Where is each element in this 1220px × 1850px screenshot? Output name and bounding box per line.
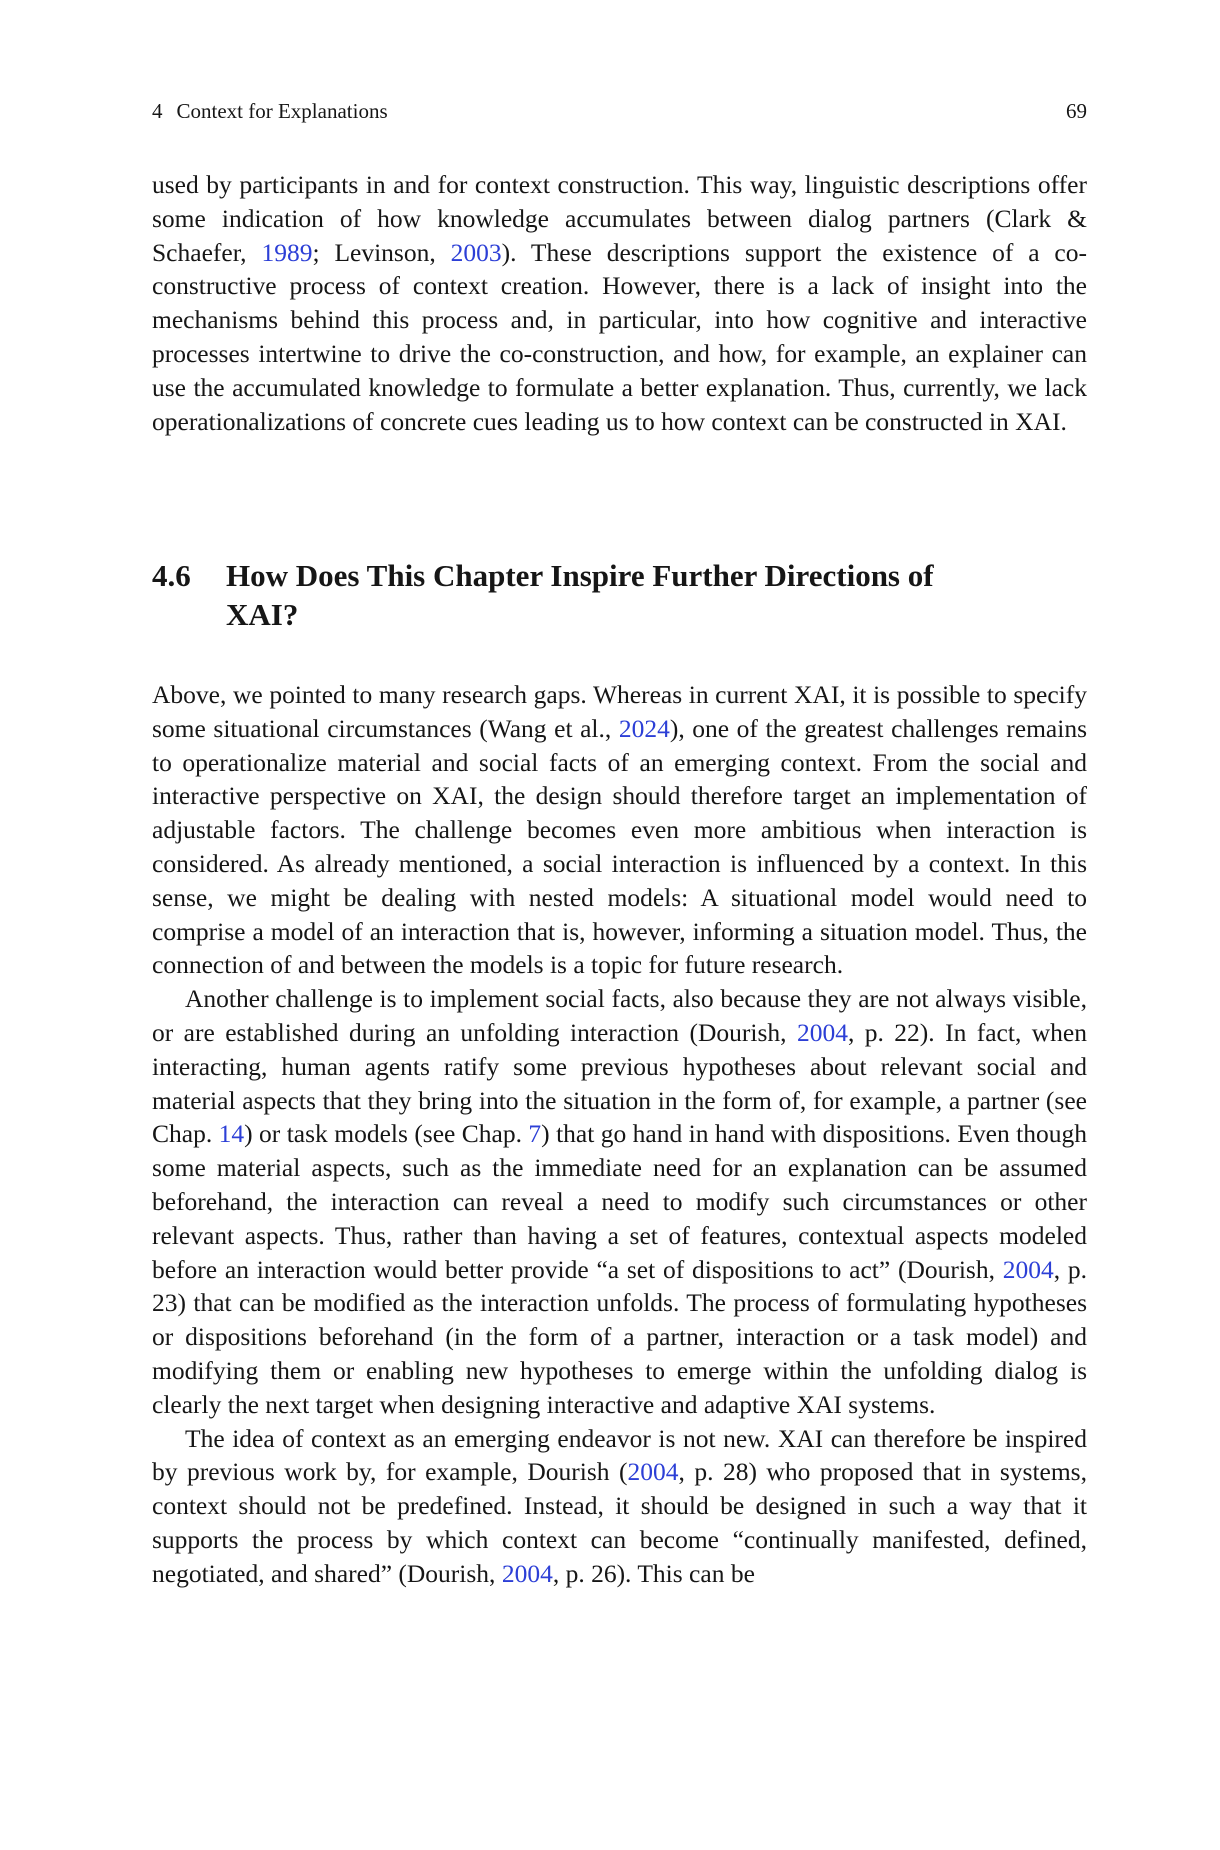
paragraph-top-block — [152, 168, 1087, 438]
citation-link[interactable]: 2024 — [618, 713, 670, 743]
text-span: ), one of the greatest challenges remains to operationalize material and social facts of an emerging context. From the social and interactive perspective on XAI, the design should therefore target an implementation of adjustable factors. The challenge becomes even more ambitious when interaction is considered. As already mentioned, a social interaction is influenced by a context. In this sense, we might be dealing with nested models: A situational model would need to comprise a model of an interaction that is, however, informing a situation model. Thus, the connection of and between the models is a topic for future research. — [152, 713, 1087, 980]
citation-link[interactable]: 2004 — [1002, 1254, 1054, 1284]
text-span: The idea of context as an emerging endeavor is not new. XAI can therefore be inspired by previous work by, for example, Dourish ( — [152, 1423, 1087, 1487]
text-span: , p. 23) that can be modified as the interaction unfolds. The process of formulating hypotheses or dispositions beforehand (in the form of a partner, interaction or a task model) and modifying them or enabling new hypotheses to emerge within the unfolding dialog is clearly the next target when designing interactive and adaptive XAI systems. — [152, 1254, 1088, 1419]
text-span: ). These descriptions support the existence of a co-constructive process of context creation. However, there is a lack of insight into the mechanisms behind this process and, in particular, into how cognitive and interactive processes intertwine to drive the co-construction, and how, for example, an explainer can use the accumulated knowledge to formulate a better explanation. Thus, currently, we lack operationalizations of concrete cues leading us to how context can be constructed in XAI. — [152, 237, 1087, 436]
text-span: ) that go hand in hand with dispositions. Even though some material aspects, such as the immediate need for an explanation can be assumed beforehand, the interaction can reveal a need to modify such circumstances or other relevant aspects. Thus, rather than having a set of features, contextual aspects modeled before an interaction would better provide “a set of dispositions to act” (Dourish, — [152, 1119, 1088, 1284]
text-span: used by participants in and for context construction. This way, linguistic descriptions offer some indication of how knowledge accumulates between dialog partners (Clark & Schaefer, — [152, 170, 1087, 267]
text-span: , p. 26). This can be — [552, 1558, 755, 1588]
body-text — [152, 678, 1087, 1591]
citation-link[interactable]: 1989 — [261, 237, 313, 267]
running-head — [152, 96, 1087, 126]
text-span: , p. 22). In fact, when interacting, human agents ratify some previous hypotheses about relevant social and material aspects that they bring into the situation in the form of, for example, a partner (see Chap. — [152, 1017, 1087, 1149]
section-heading-block — [152, 556, 1087, 634]
citation-link[interactable]: 2004 — [796, 1017, 848, 1047]
chapter-number: 4 — [152, 99, 163, 123]
chapter-link[interactable]: 7 — [528, 1119, 542, 1149]
citation-link[interactable]: 2003 — [450, 237, 502, 267]
section-title: How Does This Chapter Inspire Further Directions of XAI? — [226, 558, 934, 632]
paragraph-3 — [152, 1422, 1087, 1591]
section-number: 4.6 — [152, 558, 191, 593]
text-span: ) or task models (see Chap. — [244, 1119, 529, 1149]
paragraph-2 — [152, 982, 1087, 1421]
paragraph-1 — [152, 678, 1087, 982]
text-span: Another challenge is to implement social facts, also because they are not always visible, or are established during an unfolding interaction (Dourish, — [152, 984, 1087, 1047]
running-head-chapter — [152, 96, 388, 126]
text-span: ; Levinson, — [312, 237, 451, 267]
chapter-link[interactable]: 14 — [218, 1119, 245, 1149]
text-span: , p. 28) who proposed that in systems, context should not be predefined. Instead, it should be designed in such a way that it supports the process by which context can become “continually manifested, defined, negotiated, and shared” (Dourish, — [152, 1457, 1087, 1588]
citation-link[interactable]: 2004 — [501, 1558, 553, 1588]
citation-link[interactable]: 2004 — [627, 1457, 679, 1487]
paragraph-top — [152, 168, 1087, 438]
text-span: Above, we pointed to many research gaps. Whereas in current XAI, it is possible to specify some situational circumstances (Wang et al., — [152, 680, 1087, 743]
chapter-title: Context for Explanations — [176, 99, 388, 123]
section-heading — [152, 556, 1087, 634]
page-number: 69 — [1066, 99, 1087, 123]
